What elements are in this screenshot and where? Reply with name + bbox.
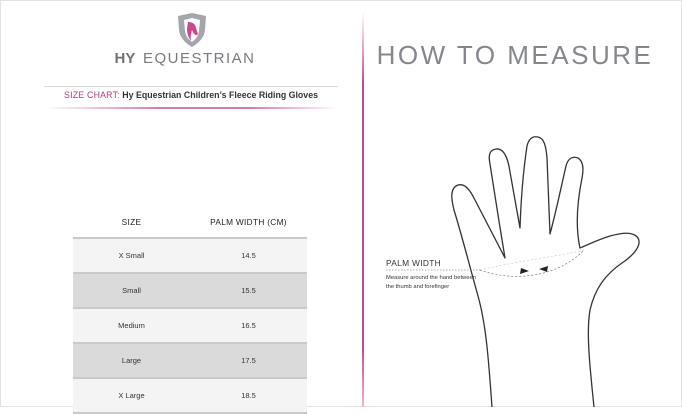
hand-outline <box>452 137 639 407</box>
table-row <box>73 343 307 378</box>
table-row <box>73 238 307 273</box>
palm-width-cell: 15.5 <box>190 273 307 308</box>
palm-width-cell: 16.5 <box>190 308 307 343</box>
palm-width-label: PALM WIDTH <box>386 258 441 268</box>
horse-head-logo-icon <box>172 12 212 48</box>
table-row <box>73 308 307 343</box>
size-cell: Large <box>73 343 190 378</box>
size-cell: X Small <box>73 238 190 273</box>
size-chart-product: Hy Equestrian Children’s Fleece Riding Gloves <box>122 90 318 100</box>
size-chart-title <box>44 90 338 100</box>
size-cell: Small <box>73 273 190 308</box>
size-cell: X Large <box>73 378 190 413</box>
measuring-band-back <box>480 250 584 270</box>
palm-width-description: Measure around the hand between the thumb and forefinger <box>386 275 476 290</box>
section-divider <box>362 12 364 407</box>
arrow-right-icon <box>520 268 529 274</box>
palm-width-cell: 18.5 <box>190 378 307 413</box>
size-table <box>73 207 307 414</box>
heading-underline <box>44 107 338 109</box>
header-palm-width: PALM WIDTH (CM) <box>190 207 307 238</box>
size-chart-heading <box>44 86 338 107</box>
palm-width-cell: 17.5 <box>190 343 307 378</box>
size-chart-prefix: SIZE CHART: <box>64 90 120 100</box>
measuring-band <box>480 250 584 276</box>
how-to-measure-title: HOW TO MEASURE <box>376 40 654 70</box>
arrow-left-icon <box>539 266 548 272</box>
brand-name: EQUESTRIAN <box>143 50 256 67</box>
header-size: SIZE <box>73 207 190 238</box>
brand-mark: HY <box>114 50 136 67</box>
table-header-row <box>73 207 307 238</box>
size-cell: Medium <box>73 308 190 343</box>
brand-wordmark <box>0 50 370 67</box>
table-row <box>73 378 307 413</box>
palm-width-cell: 14.5 <box>190 238 307 273</box>
table-row <box>73 273 307 308</box>
